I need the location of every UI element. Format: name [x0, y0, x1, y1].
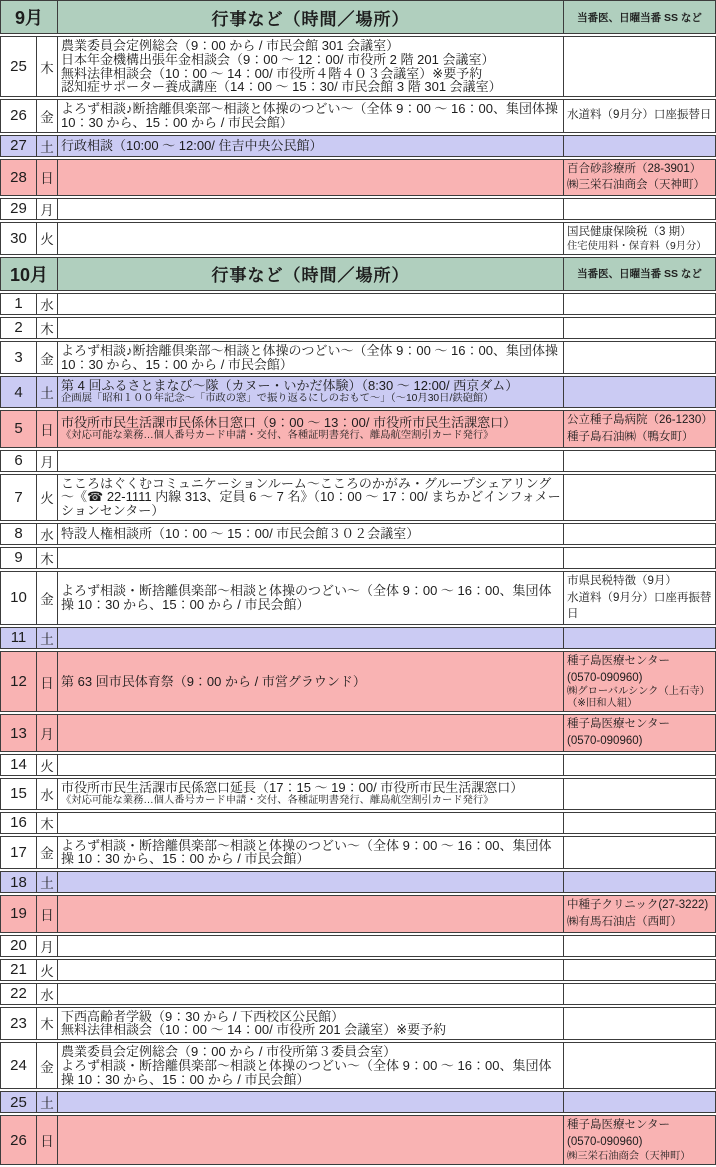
- event-line: 《対応可能な業務…個人番号カード申請・交付、各種証明書発行、離島航空割引カード発行》: [61, 429, 494, 441]
- events-cell: [58, 376, 564, 408]
- event-line: 無料法律相談会（10：00 ～ 14：00/ 市役所 201 会議室）※要予約: [61, 1022, 447, 1038]
- duty-cell: [564, 627, 716, 649]
- events-cell: [58, 159, 564, 196]
- table-row-9月-27: [0, 135, 716, 157]
- table-row-10月-22: [0, 983, 716, 1005]
- duty-cell: [564, 376, 716, 408]
- day-of-week-cell: 金: [37, 1042, 58, 1089]
- date-cell: 19: [0, 895, 37, 932]
- duty-column-header: 当番医、日曜当番 SS など: [564, 257, 716, 291]
- duty-cell: [564, 222, 716, 255]
- month-label: 9月: [0, 0, 58, 34]
- day-of-week-cell: 日: [37, 895, 58, 932]
- day-of-week-cell: 月: [37, 198, 58, 220]
- event-line: 無料法律相談会（10：00 ～ 14：00/ 市役所４階４０３会議室）※要予約: [61, 65, 483, 81]
- table-row-10月-9: [0, 547, 716, 569]
- duty-cell: [564, 36, 716, 97]
- table-row-10月-20: [0, 935, 716, 957]
- events-cell: [58, 135, 564, 157]
- table-row-10月-7: [0, 474, 716, 521]
- date-cell: 23: [0, 1007, 37, 1041]
- duty-cell: [564, 450, 716, 472]
- events-cell: [58, 812, 564, 834]
- date-cell: 13: [0, 714, 37, 751]
- event-line: よろず相談・断捨離倶楽部～相談と体操のつどい～（全体 9：00 ～ 16：00、集団体操 10：30 から、15：00 から / 市民会館）: [61, 1057, 552, 1087]
- day-of-week-cell: 土: [37, 135, 58, 157]
- day-of-week-cell: 日: [37, 1115, 58, 1164]
- duty-line: 国民健康保険税（3 期）: [567, 225, 692, 238]
- table-row-10月-2: [0, 317, 716, 339]
- date-cell: 9: [0, 547, 37, 569]
- day-of-week-cell: 月: [37, 935, 58, 957]
- date-cell: 14: [0, 754, 37, 776]
- event-line: よろず相談♪断捨離倶楽部～相談と体操のつどい～（全体 9：00 ～ 16：00、集団体操 10：30 から、15：00 から / 市民会館）: [61, 101, 558, 130]
- table-row-10月-21: [0, 959, 716, 981]
- event-line: 行政相談（10:00 ～ 12:00/ 住吉中央公民館）: [61, 137, 323, 153]
- events-cell: [58, 651, 564, 713]
- events-cell: [58, 99, 564, 133]
- table-row-10月-8: [0, 523, 716, 545]
- duty-cell: [564, 714, 716, 751]
- table-row-10月-11: [0, 627, 716, 649]
- day-of-week-cell: 日: [37, 410, 58, 447]
- events-cell: [58, 198, 564, 220]
- duty-line: 種子島医療センター: [567, 654, 671, 667]
- duty-column-header: 当番医、日曜当番 SS など: [564, 0, 716, 34]
- day-of-week-cell: 土: [37, 871, 58, 893]
- duty-cell: [564, 571, 716, 625]
- day-of-week-cell: 土: [37, 627, 58, 649]
- day-of-week-cell: 日: [37, 159, 58, 196]
- events-cell: [58, 1091, 564, 1113]
- duty-cell: [564, 871, 716, 893]
- table-row-9月-30: [0, 222, 716, 255]
- day-of-week-cell: 水: [37, 293, 58, 315]
- date-cell: 28: [0, 159, 37, 196]
- table-row-10月-16: [0, 812, 716, 834]
- table-row-10月-4: [0, 376, 716, 408]
- event-line: 下西高齢者学級（9：30 から / 下西校区公民館）: [61, 1008, 345, 1024]
- events-cell: [58, 293, 564, 315]
- events-cell: [58, 450, 564, 472]
- event-line: 農業委員会定例総会（9：00 から / 市役所第３委員会室）: [61, 1044, 397, 1060]
- day-of-week-cell: 木: [37, 317, 58, 339]
- events-cell: [58, 836, 564, 870]
- duty-cell: [564, 1091, 716, 1113]
- events-cell: [58, 871, 564, 893]
- date-cell: 27: [0, 135, 37, 157]
- date-cell: 22: [0, 983, 37, 1005]
- day-of-week-cell: 木: [37, 1007, 58, 1041]
- duty-line: (0570‐090960): [567, 735, 643, 748]
- event-line: 特設人権相談所（10：00 ～ 15：00/ 市民会館３０２会議室）: [61, 525, 420, 541]
- duty-line: ㈱三栄石油商会（天神町）: [567, 179, 706, 192]
- duty-line: 種子島石油㈱（鴨女町）: [567, 430, 694, 443]
- day-of-week-cell: 水: [37, 778, 58, 810]
- day-of-week-cell: 土: [37, 376, 58, 408]
- date-cell: 17: [0, 836, 37, 870]
- table-row-10月-26: [0, 1115, 716, 1164]
- table-row-10月-6: [0, 450, 716, 472]
- date-cell: 26: [0, 99, 37, 133]
- table-row-10月-18: [0, 871, 716, 893]
- date-cell: 6: [0, 450, 37, 472]
- duty-line: ㈱グローバルシンク（上石寺）: [567, 686, 710, 698]
- table-row-10月-17: [0, 836, 716, 870]
- duty-line: 住宅使用料・保育料（9月分）: [567, 240, 707, 252]
- events-cell: [58, 36, 564, 97]
- duty-cell: [564, 1115, 716, 1164]
- date-cell: 3: [0, 341, 37, 375]
- duty-cell: [564, 651, 716, 713]
- event-line: 《対応可能な業務…個人番号カード申請・交付、各種証明書発行、離島航空割引カード発行》: [61, 794, 494, 806]
- event-line: 企画展「昭和１００年記念～「市政の窓」で振り返るにしのおもて～」（～10月30日/鉄砲館）: [61, 393, 494, 405]
- day-of-week-cell: 火: [37, 474, 58, 521]
- duty-cell: [564, 983, 716, 1005]
- table-row-9月-25: [0, 36, 716, 97]
- date-cell: 5: [0, 410, 37, 447]
- event-line: よろず相談・断捨離倶楽部～相談と体操のつどい～（全体 9：00 ～ 16：00、集団体操 10：30 から、15：00 から / 市民会館）: [61, 837, 552, 867]
- date-cell: 30: [0, 222, 37, 255]
- duty-cell: [564, 317, 716, 339]
- event-line: 農業委員会定例総会（9：00 から / 市民会館 301 会議室）: [61, 38, 400, 53]
- duty-cell: [564, 754, 716, 776]
- duty-line: 種子島医療センター: [567, 1119, 671, 1132]
- day-of-week-cell: 土: [37, 1091, 58, 1113]
- events-cell: [58, 935, 564, 957]
- events-cell: [58, 1007, 564, 1041]
- section-header-row-10月: [0, 257, 716, 291]
- event-line: 日本年金機構出張年金相談会（9：00 ～ 12：00/ 市役所 2 階 201 会議室）: [61, 51, 495, 67]
- events-cell: [58, 714, 564, 751]
- table-row-9月-29: [0, 198, 716, 220]
- duty-line: 種子島医療センター: [567, 718, 671, 731]
- events-cell: [58, 983, 564, 1005]
- day-of-week-cell: 火: [37, 959, 58, 981]
- event-line: 市役所市民生活課市民係窓口延長（17：15 ～ 19：00/ 市役所市民生活課窓口）: [61, 779, 524, 795]
- date-cell: 15: [0, 778, 37, 810]
- day-of-week-cell: 木: [37, 547, 58, 569]
- events-cell: [58, 341, 564, 375]
- duty-cell: [564, 812, 716, 834]
- day-of-week-cell: 火: [37, 222, 58, 255]
- table-row-10月-19: [0, 895, 716, 932]
- date-cell: 8: [0, 523, 37, 545]
- table-row-9月-26: [0, 99, 716, 133]
- event-line: 第 63 回市民体育祭（9：00 から / 市営グラウンド）: [61, 673, 366, 689]
- table-row-10月-13: [0, 714, 716, 751]
- events-cell: [58, 1042, 564, 1089]
- date-cell: 7: [0, 474, 37, 521]
- events-cell: [58, 778, 564, 810]
- table-row-10月-15: [0, 778, 716, 810]
- duty-cell: [564, 198, 716, 220]
- table-row-10月-25: [0, 1091, 716, 1113]
- duty-cell: [564, 159, 716, 196]
- duty-cell: [564, 135, 716, 157]
- date-cell: 25: [0, 36, 37, 97]
- date-cell: 10: [0, 571, 37, 625]
- event-line: よろず相談♪断捨離倶楽部～相談と体操のつどい～（全体 9：00 ～ 16：00、集団体操 10：30 から、15：00 から / 市民会館）: [61, 342, 558, 372]
- date-cell: 1: [0, 293, 37, 315]
- duty-line: 公立種子島病院（26‐1230）: [567, 414, 713, 427]
- events-cell: [58, 222, 564, 255]
- duty-cell: [564, 836, 716, 870]
- event-line: 第 4 回ふるさとまなび～隊（カヌー・いかだ体験）（8:30 ～ 12:00/ 西京ダム）: [61, 378, 519, 394]
- duty-line: 水道料（9月分）口座振替日: [567, 109, 712, 122]
- table-row-9月-28: [0, 159, 716, 196]
- day-of-week-cell: 月: [37, 714, 58, 751]
- events-cell: [58, 410, 564, 447]
- events-cell: [58, 959, 564, 981]
- duty-cell: [564, 547, 716, 569]
- table-row-10月-1: [0, 293, 716, 315]
- duty-line: 水道料（9月分）口座再振替日: [567, 591, 712, 621]
- duty-cell: [564, 778, 716, 810]
- date-cell: 4: [0, 376, 37, 408]
- duty-cell: [564, 895, 716, 932]
- table-row-10月-3: [0, 341, 716, 375]
- events-cell: [58, 627, 564, 649]
- day-of-week-cell: 水: [37, 983, 58, 1005]
- date-cell: 21: [0, 959, 37, 981]
- events-cell: [58, 1115, 564, 1164]
- date-cell: 25: [0, 1091, 37, 1113]
- day-of-week-cell: 金: [37, 836, 58, 870]
- duty-line: ㈱有馬石油店（西町）: [567, 915, 683, 928]
- table-row-10月-14: [0, 754, 716, 776]
- duty-line: （※旧和人組）: [567, 698, 638, 710]
- day-of-week-cell: 木: [37, 812, 58, 834]
- day-of-week-cell: 金: [37, 341, 58, 375]
- duty-cell: [564, 1042, 716, 1089]
- table-row-10月-10: [0, 571, 716, 625]
- duty-line: 市県民税特徴（9月）: [567, 574, 677, 587]
- table-row-10月-24: [0, 1042, 716, 1089]
- day-of-week-cell: 金: [37, 571, 58, 625]
- day-of-week-cell: 火: [37, 754, 58, 776]
- events-cell: [58, 317, 564, 339]
- duty-cell: [564, 523, 716, 545]
- month-label: 10月: [0, 257, 58, 291]
- events-cell: [58, 547, 564, 569]
- date-cell: 20: [0, 935, 37, 957]
- events-cell: [58, 523, 564, 545]
- event-line: よろず相談・断捨離倶楽部～相談と体操のつどい～（全体 9：00 ～ 16：00、集団体操 10：30 から、15：00 から / 市民会館）: [61, 583, 552, 612]
- date-cell: 26: [0, 1115, 37, 1164]
- date-cell: 16: [0, 812, 37, 834]
- date-cell: 11: [0, 627, 37, 649]
- day-of-week-cell: 月: [37, 450, 58, 472]
- duty-cell: [564, 1007, 716, 1041]
- table-row-10月-5: [0, 410, 716, 447]
- day-of-week-cell: 水: [37, 523, 58, 545]
- events-column-header: 行事など（時間／場所）: [58, 0, 564, 34]
- day-of-week-cell: 木: [37, 36, 58, 97]
- day-of-week-cell: 金: [37, 99, 58, 133]
- duty-line: 中種子クリニック(27-3222): [567, 899, 709, 912]
- events-column-header: 行事など（時間／場所）: [58, 257, 564, 291]
- duty-line: (0570‐090960): [567, 671, 643, 684]
- event-line: 市役所市民生活課市民係休日窓口（9：00 ～ 13：00/ 市役所市民生活課窓口）: [61, 414, 517, 430]
- duty-cell: [564, 935, 716, 957]
- section-header-row-9月: [0, 0, 716, 34]
- duty-line: (0570‐090960): [567, 1136, 643, 1149]
- day-of-week-cell: 日: [37, 651, 58, 713]
- events-cell: [58, 895, 564, 932]
- duty-cell: [564, 99, 716, 133]
- duty-cell: [564, 474, 716, 521]
- table-row-10月-12: [0, 651, 716, 713]
- event-line: こころはぐくむコミュニケーションルーム～こころのかがみ・グループシェアリング～《☎ 22‐1111 内線 313、定員 6 ～ 7 名》（10：00 ～ 17：00/ まちかどインフォメーションセンター）: [61, 475, 561, 519]
- duty-cell: [564, 341, 716, 375]
- duty-cell: [564, 293, 716, 315]
- table-row-10月-23: [0, 1007, 716, 1041]
- duty-line: 百合砂診療所（28‐3901）: [567, 162, 702, 175]
- duty-line: ㈱三栄石油商会（天神町）: [567, 1150, 691, 1162]
- date-cell: 29: [0, 198, 37, 220]
- events-cell: [58, 754, 564, 776]
- duty-cell: [564, 959, 716, 981]
- events-cell: [58, 474, 564, 521]
- date-cell: 12: [0, 651, 37, 713]
- duty-cell: [564, 410, 716, 447]
- date-cell: 18: [0, 871, 37, 893]
- date-cell: 24: [0, 1042, 37, 1089]
- date-cell: 2: [0, 317, 37, 339]
- event-line: 認知症サポーター養成講座（14：00 ～ 15：30/ 市民会館 3 階 301 会議室）: [61, 79, 502, 95]
- events-cell: [58, 571, 564, 625]
